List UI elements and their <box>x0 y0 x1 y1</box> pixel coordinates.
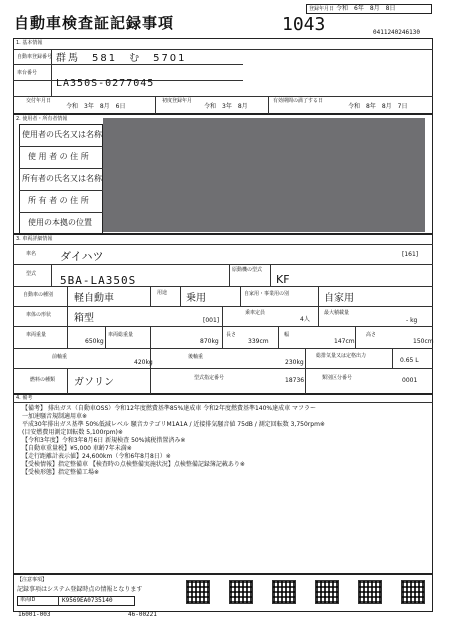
remark-line-2: 一加速騒音規制適用車※ <box>22 413 88 420</box>
expiry-date: 令和 8年 8月 7日 <box>348 103 408 110</box>
print-date: 令和 6年 8月 8日 <box>336 5 396 12</box>
qr-code-4 <box>315 580 339 604</box>
print-date-label: 登録年月日 <box>309 6 335 12</box>
engine-model: KF <box>276 273 290 286</box>
base-location-label: 使用の本拠の位置 <box>28 218 92 227</box>
length: 339cm <box>248 338 269 345</box>
qr-code-5 <box>358 580 382 604</box>
height-label: 高さ <box>366 332 377 338</box>
remark-line-6: 【自動車重量税】¥5,000 車齢7年未満※ <box>22 445 132 452</box>
height: 150cm <box>413 338 434 345</box>
remark-line-4: (目安燃費用測定回転数 5,100rpm)※ <box>22 429 123 436</box>
use-label: 用途 <box>157 290 168 296</box>
length-label: 長さ <box>226 332 237 338</box>
use: 乗用 <box>186 293 206 304</box>
vehicle-id-label: 車両ID <box>20 597 36 603</box>
capacity-label: 乗車定員 <box>245 310 266 316</box>
page-title: 自動車検査証記録事項 <box>14 14 175 32</box>
handwritten-number: 1043 <box>282 14 326 35</box>
owner-name-label: 所有者の氏名又は名称 <box>22 174 102 183</box>
remark-line-3: 平成30年排出ガス基準 50%低減レベル 騒音カテゴリM1A1A / 近接排気騒音値 75dB / 測定回転数 3,750rpm※ <box>22 421 325 428</box>
max-load: - kg <box>406 317 418 324</box>
sheet-number: 46-00221 <box>128 611 157 618</box>
fuel-label: 燃料の種類 <box>30 377 56 383</box>
section3-heading: 3. 車両詳細情報 <box>16 236 53 242</box>
section1-heading: 1. 基本情報 <box>16 40 43 46</box>
gross-label: 車両総重量 <box>108 332 134 338</box>
weight-label: 車両重量 <box>26 332 47 338</box>
displacement-label: 総排気量又は定格出力 <box>316 353 367 359</box>
qr-code-3 <box>272 580 296 604</box>
maker-code: [161] <box>402 251 419 258</box>
maker-name: ダイハツ <box>60 250 104 263</box>
vehicle-id: K9569EA0735140 <box>62 597 113 604</box>
rear-axle-weight: 230kg <box>285 359 304 366</box>
model: 5BA-LA350S <box>60 274 137 287</box>
notice-heading: 【注意事項】 <box>17 577 48 583</box>
section4-heading: 4. 備考 <box>16 395 33 401</box>
maxload-label: 最大積載量 <box>324 310 350 316</box>
vin: LA350S-0277045 <box>56 78 155 89</box>
type-label: 自動車の種別 <box>23 292 54 298</box>
width: 147cm <box>334 338 355 345</box>
front-axle-label: 前軸重 <box>52 354 68 360</box>
first-year-label: 初度登録年月 <box>162 98 193 104</box>
expiry-label: 有効期間の満了する日 <box>273 98 324 104</box>
engine-label: 原動機の型式 <box>232 267 263 273</box>
registration-number: 群馬 581 む 5701 <box>56 53 187 64</box>
maker-label: 車名 <box>26 251 37 257</box>
qr-code-2 <box>229 580 253 604</box>
qr-code-6 <box>401 580 425 604</box>
body-code: [001] <box>203 317 220 324</box>
redacted-owner-info <box>103 118 425 232</box>
rear-axle-label: 後軸重 <box>188 354 204 360</box>
vehicle-type: 軽自動車 <box>74 293 114 304</box>
reg-no-label: 自動車登録番号 <box>17 54 53 60</box>
qr-code-1 <box>186 580 210 604</box>
category-label: 類別区分番号 <box>322 375 353 381</box>
form-number: 16001-003 <box>18 611 51 618</box>
fuel-type: ガソリン <box>74 377 114 388</box>
purpose-label: 自家用・事業用の別 <box>244 291 290 297</box>
displacement: 0.65 L <box>400 357 419 364</box>
body-label: 車体の形状 <box>26 312 52 318</box>
vehicle-weight: 650kg <box>85 338 104 345</box>
gross-weight: 870kg <box>200 338 219 345</box>
purpose: 自家用 <box>324 293 354 304</box>
first-reg-label: 交付年月日 <box>26 98 52 104</box>
remark-line-5: 【令和3年度】令和3年8月6日 新規検査 50%減税措置済み※ <box>22 437 186 444</box>
designation-label: 型式指定番号 <box>194 375 225 381</box>
remark-line-7: 【走行距離計表示値】24,600km（令和6年8月8日）※ <box>22 453 171 460</box>
remark-line-1: 【備考】 排出ガス（自動車OSS）令和12年度燃費基準85%達成車 令和2年度燃費基準140%達成車 マフラー <box>22 405 317 412</box>
designation-number: 18736 <box>285 377 305 384</box>
model-label: 型式 <box>26 271 37 277</box>
user-address-label: 使 用 者 の 住 所 <box>28 152 89 161</box>
remark-line-8: 【受検情報】指定整備車 【検査時の点検整備実施状況】点検整備記録簿記載あり※ <box>22 461 245 468</box>
body-shape: 箱型 <box>74 313 94 324</box>
category-number: 0001 <box>402 377 418 384</box>
capacity: 4人 <box>300 316 310 323</box>
front-axle-weight: 420kg <box>134 359 153 366</box>
section2-heading: 2. 使用者・所有者情報 <box>16 116 68 122</box>
owner-address-label: 所 有 者 の 住 所 <box>28 196 89 205</box>
document-number: 0411240246130 <box>373 29 420 36</box>
first-registration-date: 令和 3年 8月 6日 <box>66 103 126 110</box>
vin-label: 車台番号 <box>17 70 38 76</box>
width-label: 幅 <box>284 332 290 338</box>
remark-line-9: 【受検形態】指定整備工場※ <box>22 469 100 476</box>
user-name-label: 使用者の氏名又は名称 <box>22 130 102 139</box>
notice-text: 記録事項はシステム登録時点の情報となります <box>17 586 143 593</box>
first-year: 令和 3年 8月 <box>204 103 248 110</box>
